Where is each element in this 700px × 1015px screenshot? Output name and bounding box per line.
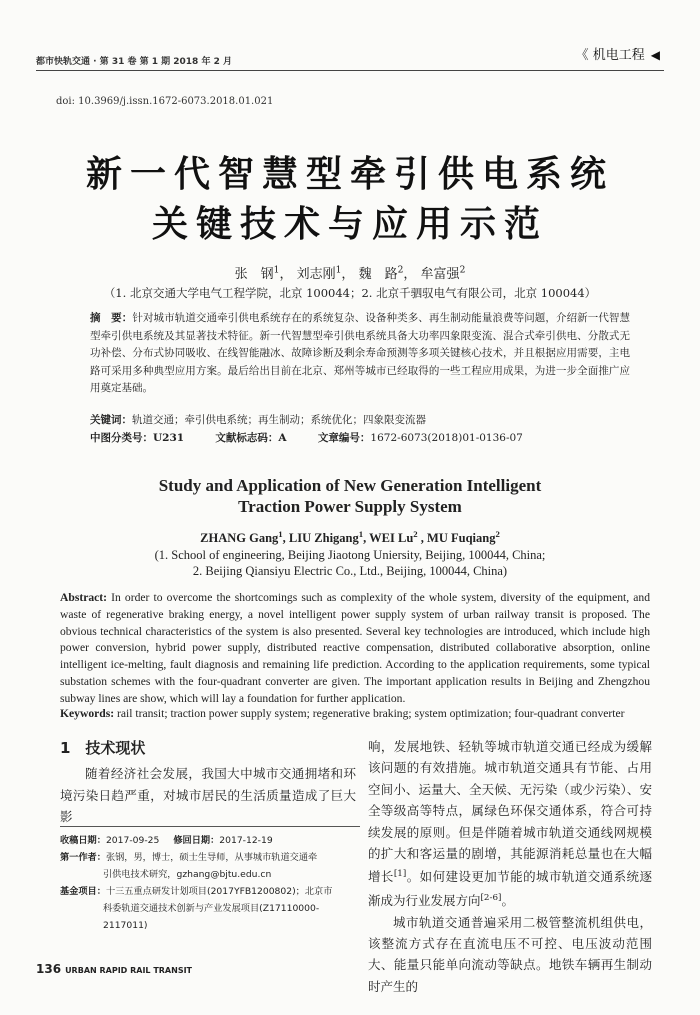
left-column: [60, 738, 356, 828]
author-sep: ，: [403, 267, 417, 282]
section-heading: 1 技术现状: [60, 739, 146, 757]
author-en: WEI Lu: [369, 531, 414, 546]
article-no-value: 1672-6073(2018)01-0136-07: [370, 432, 523, 444]
author-sep: ，: [279, 267, 293, 282]
affil-sup: 2: [413, 529, 418, 539]
authors-cn: [0, 263, 700, 282]
fund-label: 基金项目：: [60, 886, 106, 897]
first-author-info: 引供电技术研究，gzhang@bjtu.edu.cn: [103, 869, 272, 880]
revised-date: 2017-12-19: [219, 835, 273, 846]
body-text: 。: [501, 893, 514, 909]
body-text: 。如何建设更加节能的城市轨道交通系统逐渐成为行业发展方向: [368, 869, 652, 909]
revised-label: 修回日期：: [173, 835, 220, 846]
body-paragraph: [368, 736, 652, 912]
author-en: MU Fuqiang: [427, 531, 496, 546]
author-en: LIU Zhigang: [288, 531, 359, 546]
abstract-cn: [90, 310, 630, 398]
abstract-cn-label: 摘 要：: [90, 312, 133, 324]
affil-sup: 1: [335, 265, 342, 276]
fund-info: 十三五重点研发计划项目(2017YFB1200802)；北京市: [105, 886, 333, 897]
right-column: [368, 736, 652, 997]
page-number: 136: [36, 962, 62, 976]
affil-sup: 2: [459, 265, 466, 276]
author-en: ZHANG Gang: [200, 531, 279, 546]
affil-sup: 2: [397, 265, 404, 276]
abstract-en-label: Abstract:: [60, 591, 108, 604]
first-author-info: 张钢，男，博士，硕士生导师，从事城市轨道交通牵: [105, 852, 318, 863]
journal-header: 都市快轨交通 · 第 31 卷 第 1 期 2018 年 2 月: [36, 57, 232, 67]
doc-code-label: 文献标志码：: [215, 432, 279, 444]
title-cn-line1: 新一代智慧型牵引供电系统: [85, 154, 614, 195]
keywords-cn-text: 轨道交通；牵引供电系统；再生制动；系统优化；四象限变流器: [132, 414, 426, 426]
authors-en: ZHANG Gang$^1$, LIU Zhigang$^1$, WEI Lu$^2$ , MU Fuqiang$^2$: [200, 529, 500, 546]
section-label: 《 机电工程: [575, 48, 645, 63]
citation: [2-6]: [480, 893, 502, 903]
footnote: [60, 832, 360, 934]
title-en-line2: Traction Power Supply System: [238, 497, 462, 516]
classification: [90, 430, 630, 448]
header-divider: [36, 70, 664, 71]
affil-sup: 1: [358, 529, 364, 539]
clc-label: 中图分类号：: [90, 432, 153, 444]
affil-sup: 1: [278, 529, 283, 539]
author-cn: 魏 路: [358, 267, 398, 282]
section-header: [576, 44, 660, 63]
fund-info: 2117011): [103, 920, 148, 931]
affil-sup: 1: [273, 265, 280, 276]
keywords-en: [60, 707, 650, 720]
title-cn-line2: 关键技术与应用示范: [151, 204, 548, 245]
first-author-label: 第一作者：: [60, 852, 106, 863]
doc-code-value: A: [278, 432, 287, 444]
triangle-left-icon: ◀: [650, 48, 660, 62]
affiliation-cn: （1. 北京交通大学电气工程学院，北京 100044；2. 北京千驷驭电气有限公司，北京 100044）: [103, 286, 597, 300]
keywords-cn: [90, 412, 630, 430]
keywords-en-label: Keywords:: [60, 707, 115, 720]
body-paragraph: 城市轨道交通普遍采用二极管整流机组供电，该整流方式存在直流电压不可控、电压波动范围大、能量只能单向流动等缺点。地铁车辆再生制动时产生的: [368, 914, 652, 994]
footnote-divider: [60, 826, 360, 827]
affiliation-en-line2: 2. Beijing Qiansiyu Electric Co., Ltd., Beijing, 100044, China): [192, 564, 508, 578]
author-cn: 刘志刚: [296, 267, 336, 282]
fund-info: 科委轨道交通技术创新与产业发展项目(Z17110000-: [103, 903, 320, 914]
received-label: 收稿日期：: [60, 835, 106, 846]
abstract-en-text: In order to overcome the shortcomings such as complexity of the whole system, diversity of the equipment, and waste of regenerative braking energy, a novel intelligent power supply system of urban railway transit is proposed. The obvious technical characteristics of the system is also presented. Several key technologies are introduced, which include high power conversion, hybrid power supply, distributed reactive compensation, distributed collaborative absorption, online intelligent ice-melting, fault diagnosis and remaining life prediction. According to the application requirements, some typical substation schemes with the four-quadrant converter are given. The important application results in Beijing and Zhengzhou subway lines are show, which will lay a foundation for further application.: [60, 591, 650, 705]
author-cn: 张 钢: [234, 267, 274, 282]
keywords-en-text: rail transit; traction power supply system; regenerative braking; system optimization; four-quadrant converter: [117, 707, 625, 720]
title-en-line1: Study and Application of New Generation Intelligent: [158, 476, 542, 495]
keywords-cn-label: 关键词：: [90, 414, 132, 426]
body-text: 响，发展地铁、轻轨等城市轨道交通已经成为缓解该问题的有效措施。城市轨道交通具有节能、占用空间小、运量大、全天候、无污染（或少污染）、安全等级高等特点，属绿色环保交通体系，符合可持续发展的原则。但是伴随着城市轨道交通线网规模的扩大和客运量的剧增，其能源消耗总量也在大幅增长: [368, 739, 652, 885]
article-no-label: 文章编号：: [317, 432, 371, 444]
doi: doi: 10.3969/j.issn.1672-6073.2018.01.021: [56, 96, 274, 107]
affiliation-en-line1: (1. School of engineering, Beijing Jiaotong Uniersity, Beijing, 100044, China;: [154, 548, 546, 562]
received-date: 2017-09-25: [105, 835, 160, 846]
page-footer: [36, 958, 192, 977]
body-paragraph: 随着经济社会发展，我国大中城市交通拥堵和环境污染日趋严重，对城市居民的生活质量造成了巨大影: [60, 766, 356, 825]
journal-name-en: URBAN RAPID RAIL TRANSIT: [65, 966, 193, 975]
author-sep: ，: [341, 267, 355, 282]
clc-value: U231: [153, 432, 185, 444]
author-cn: 牟富强: [420, 267, 460, 282]
abstract-en: [60, 590, 650, 708]
citation: [1]: [393, 869, 407, 880]
affil-sup: 2: [495, 529, 500, 539]
abstract-cn-text: 针对城市轨道交通牵引供电系统存在的系统复杂、设备种类多、再生制动能量浪费等问题，介绍新一代智慧型牵引供电系统及其显著技术特征。新一代智慧型牵引供电系统具备大功率四象限变流、混合式牵引供电、分散式无功补偿、分布式协同吸收、在线智能融冰、故障诊断及剩余寿命预测等多项关键核心技术，并且根据应用需要，主电路可采用多种典型应用方案。最后给出目前在北京、郑州等城市已经取得的一些工程应用成果，为进一步全面推广应用奠定基础。: [90, 312, 631, 394]
